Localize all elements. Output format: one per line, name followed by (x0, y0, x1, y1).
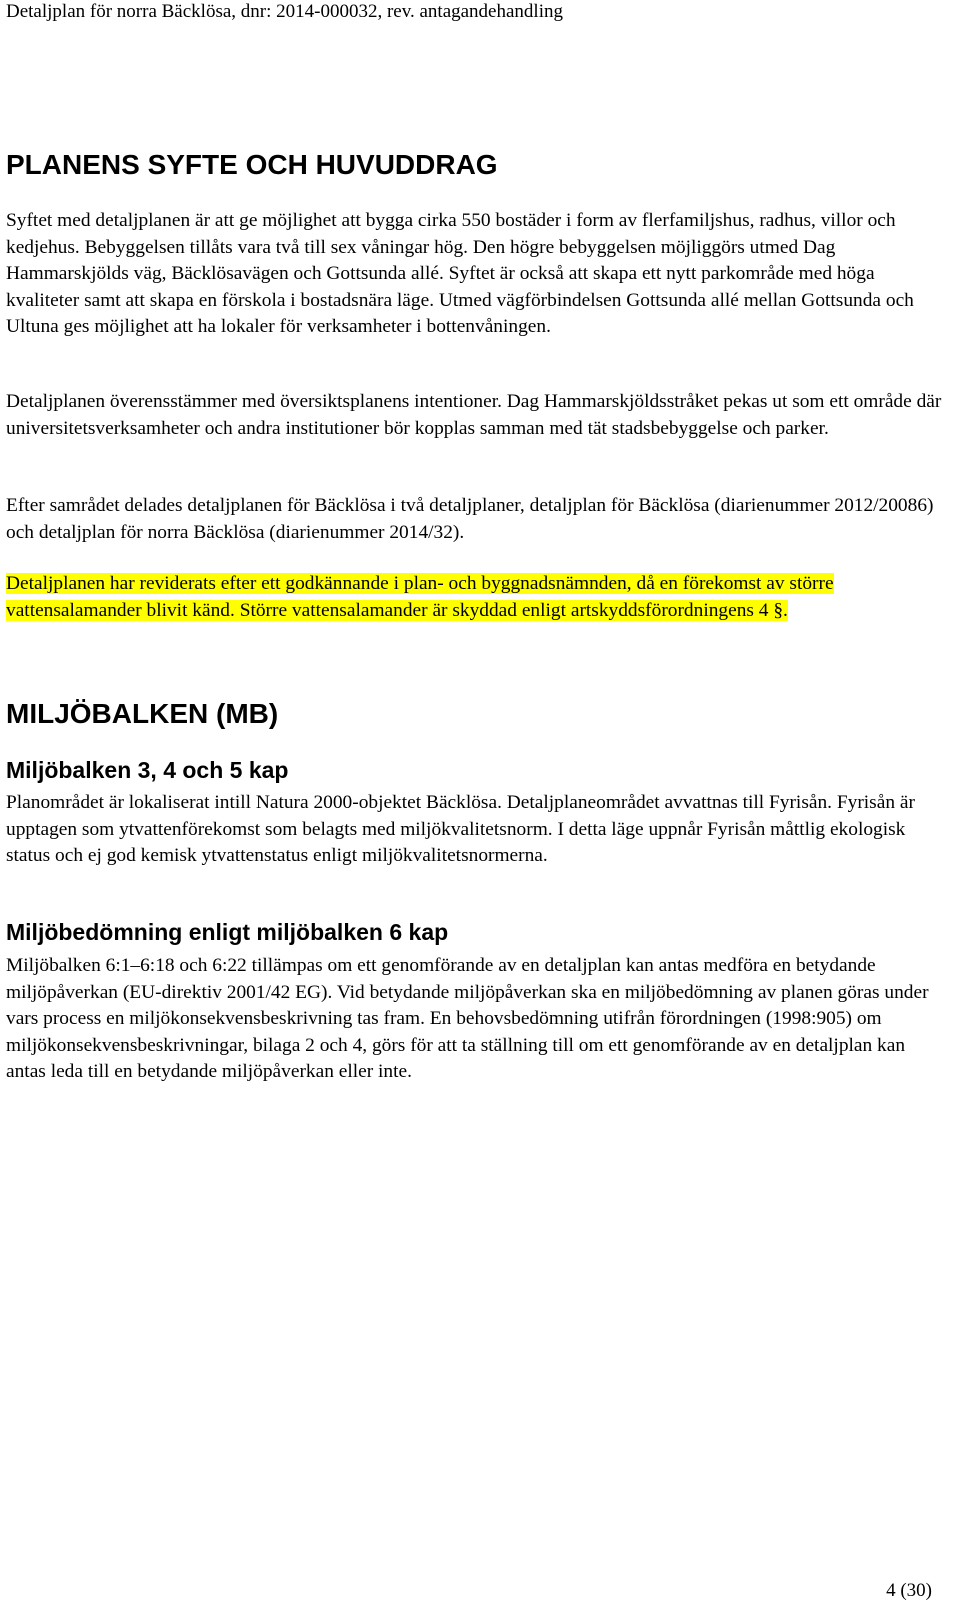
section-heading-planens-syfte: PLANENS SYFTE OCH HUVUDDRAG (6, 149, 498, 180)
highlighted-text: Detaljplanen har reviderats efter ett godkännande i plan- och byggnadsnämnden, då en förekomst av större vattensalamander blivit känd. Större vattensalamander är skyddad enligt artskyddsförordningens 4 §. (6, 573, 834, 621)
page-number: 4 (30) (886, 1580, 932, 1601)
subheading-miljobedomning: Miljöbedömning enligt miljöbalken 6 kap (6, 919, 449, 945)
paragraph-samrad: Efter samrådet delades detaljplanen för Bäcklösa i två detaljplaner, detaljplan för Bäcklösa (diarienummer 2012/20086) och detaljplan för norra Bäcklösa (diarienummer 2014/32). (6, 495, 934, 543)
running-header: Detaljplan för norra Bäcklösa, dnr: 2014-000032, rev. antagandehandling (6, 1, 563, 22)
paragraph-oversiktsplan: Detaljplanen överensstämmer med översiktsplanens intentioner. Dag Hammarskjöldsstråket pekas ut som ett område där universitetsverksamheter och andra institutioner bör kopplas samman med tät stadsbebyggelse och parker. (6, 391, 942, 439)
paragraph-syfte: Syftet med detaljplanen är att ge möjlighet att bygga cirka 550 bostäder i form av flerfamiljshus, radhus, villor och kedjehus. Bebyggelsen tillåts vara två till sex våningar hög. Den högre bebyggelsen möjliggörs utmed Dag Hammarskjölds väg, Bäcklösavägen och Gottsunda allé. Syftet är också att skapa ett nytt parkområde med höga kvaliteter samt att skapa en förskola i bostadsnära läge. Utmed vägförbindelsen Gottsunda allé mellan Gottsunda och Ultuna ges möjlighet att ha lokaler för verksamheter i bottenvåningen. (6, 210, 914, 338)
subheading-miljobalken-3-4-5: Miljöbalken 3, 4 och 5 kap (6, 757, 289, 783)
section-heading-miljobalken: MILJÖBALKEN (MB) (6, 698, 279, 729)
paragraph-natura-2000: Planområdet är lokaliserat intill Natura 2000-objektet Bäcklösa. Detaljplaneområdet avvattnas till Fyrisån. Fyrisån är upptagen som ytvattenförekomst som belagts med miljökvalitetsnorm. I detta läge uppnår Fyrisån måttlig ekologisk status och ej god kemisk ytvattenstatus enligt miljökvalitetsnormerna. (6, 792, 915, 867)
paragraph-miljobedomning: Miljöbalken 6:1–6:18 och 6:22 tillämpas om ett genomförande av en detaljplan kan antas medföra en betydande miljöpåverkan (EU-direktiv 2001/42 EG). Vid betydande miljöpåverkan ska en miljöbedömning av planen göras under vars process en miljökonsekvensbeskrivning tas fram. En behovsbedömning utifrån förordningen (1998:905) om miljökonsekvensbeskrivningar, bilaga 2 och 4, görs för att ta ställning till om ett genomförande av en detaljplan kan antas leda till en betydande miljöpåverkan eller inte. (6, 955, 929, 1083)
paragraph-revision-note (6, 571, 946, 624)
